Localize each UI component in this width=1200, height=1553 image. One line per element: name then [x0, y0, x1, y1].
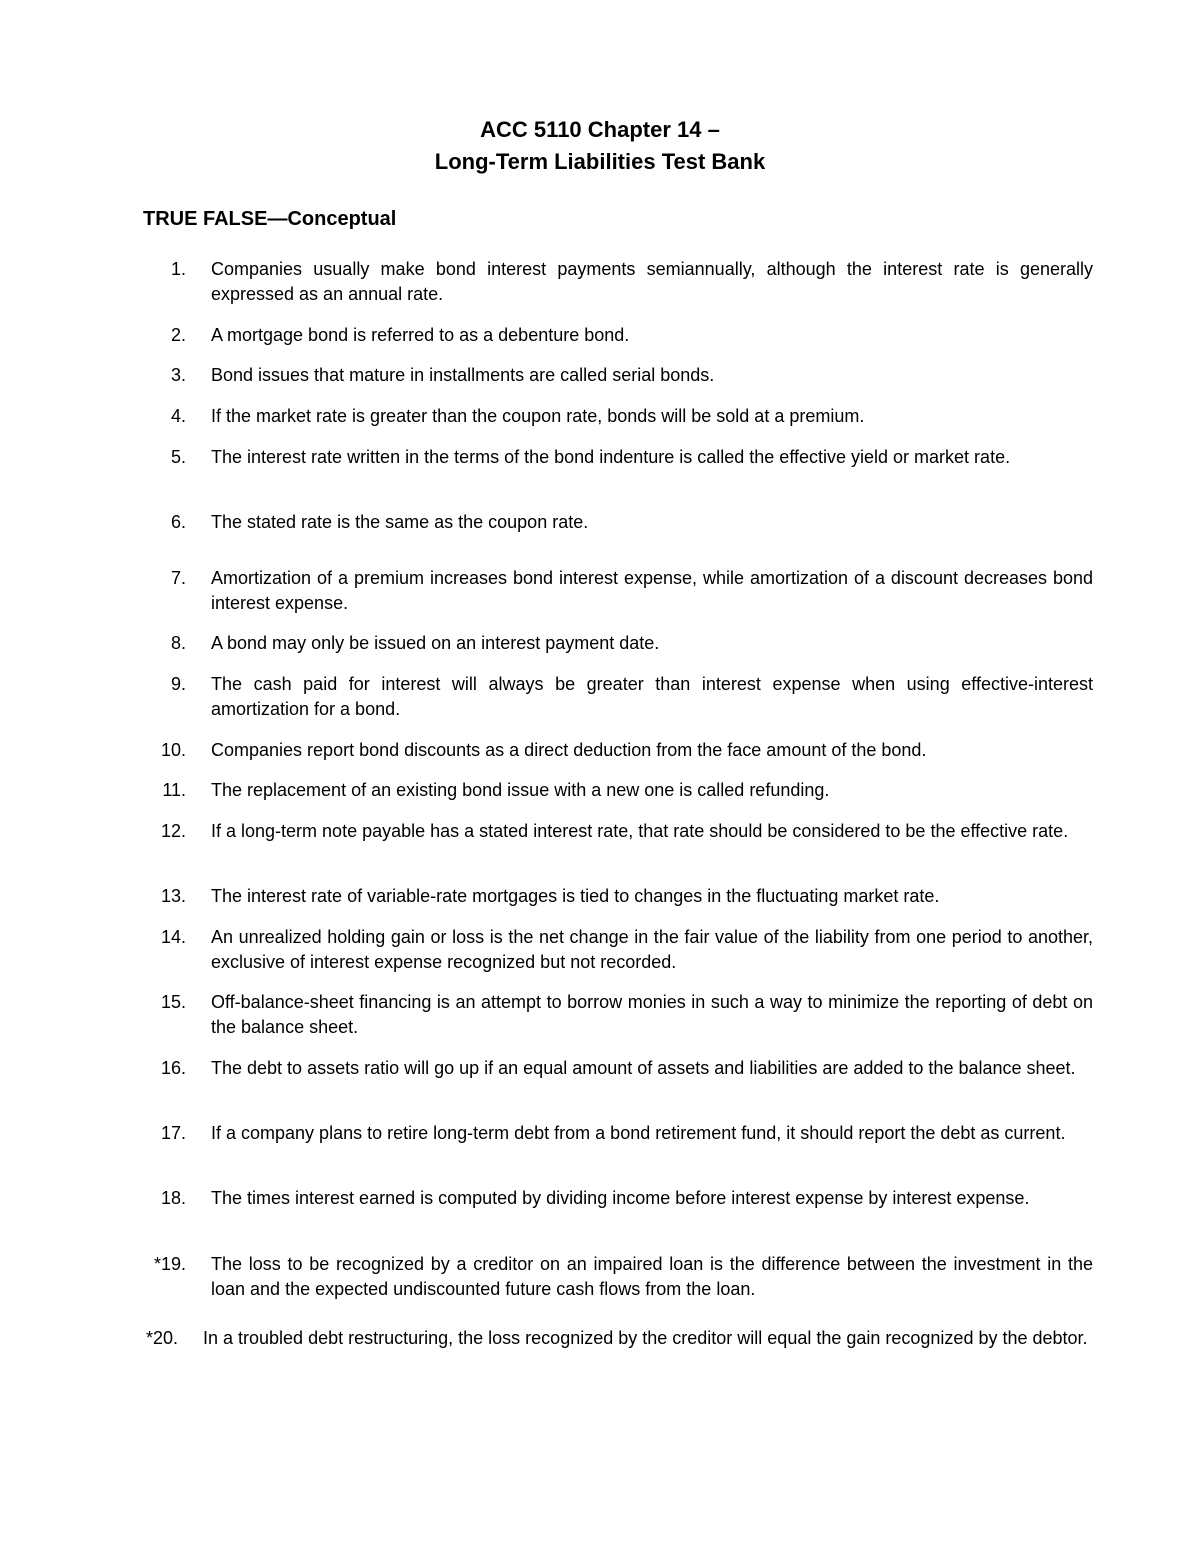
question-number: 1. — [170, 259, 186, 279]
question-number: 10. — [160, 740, 186, 760]
question-number: 9. — [170, 674, 186, 694]
question-text: The times interest earned is computed by dividing income before interest expense by interest expense. — [211, 1188, 1030, 1208]
question-text: If a long-term note payable has a stated interest rate, that rate should be considered to be the effective rate. — [211, 821, 1069, 841]
question-number: 5. — [170, 447, 186, 467]
document-title-line1: ACC 5110 Chapter 14 – — [480, 117, 720, 142]
question-text: If the market rate is greater than the coupon rate, bonds will be sold at a premium. — [211, 406, 865, 426]
question-number: 18. — [160, 1188, 186, 1208]
question-number: 6. — [170, 512, 186, 532]
question-number: 17. — [160, 1123, 186, 1143]
question-number: 8. — [170, 633, 186, 653]
question-text: Bond issues that mature in installments are called serial bonds. — [211, 365, 715, 385]
question-number: 16. — [160, 1058, 186, 1078]
question-number: 4. — [170, 406, 186, 426]
question-number: 2. — [170, 325, 186, 345]
question-text: The replacement of an existing bond issue with a new one is called refunding. — [211, 780, 830, 800]
question-number: 13. — [160, 886, 186, 906]
question-text: The interest rate of variable-rate mortgages is tied to changes in the fluctuating market rate. — [211, 886, 940, 906]
question-text: The stated rate is the same as the coupon rate. — [211, 512, 589, 532]
question-number: 11. — [162, 780, 186, 800]
question-text: The debt to assets ratio will go up if an equal amount of assets and liabilities are added to the balance sheet. — [211, 1058, 1076, 1078]
question-number: *20. — [146, 1328, 179, 1348]
section-heading: TRUE FALSE—Conceptual — [143, 208, 397, 230]
question-text: The interest rate written in the terms of the bond indenture is called the effective yield or market rate. — [211, 447, 1011, 467]
question-text: In a troubled debt restructuring, the loss recognized by the creditor will equal the gain recognized by the debtor. — [203, 1328, 1088, 1348]
question-number: 12. — [160, 821, 186, 841]
question-text: Companies report bond discounts as a direct deduction from the face amount of the bond. — [211, 740, 927, 760]
question-text: A mortgage bond is referred to as a debenture bond. — [211, 325, 630, 345]
question-text: Off-balance-sheet financing is an attempt to borrow monies in such a way to minimize the reporting of debt on the balance sheet. — [211, 992, 1093, 1037]
question-text: Companies usually make bond interest payments semiannually, although the interest rate is generally expressed as an annual rate. — [211, 259, 1093, 304]
question-text: The loss to be recognized by a creditor on an impaired loan is the difference between the investment in the loan and the expected undiscounted future cash flows from the loan. — [211, 1254, 1093, 1299]
question-number: 7. — [170, 568, 186, 588]
question-text: Amortization of a premium increases bond interest expense, while amortization of a discount decreases bond interest expense. — [211, 568, 1093, 613]
question-number: 15. — [160, 992, 186, 1012]
question-text: If a company plans to retire long-term debt from a bond retirement fund, it should report the debt as current. — [211, 1123, 1066, 1143]
document-title-line2: Long-Term Liabilities Test Bank — [434, 149, 766, 174]
question-number: *19. — [153, 1254, 186, 1274]
question-text: An unrealized holding gain or loss is the net change in the fair value of the liability from one period to another, exclusive of interest expense recognized but not recorded. — [211, 927, 1093, 972]
question-text: The cash paid for interest will always be greater than interest expense when using effective-interest amortization for a bond. — [211, 674, 1093, 719]
question-text: A bond may only be issued on an interest payment date. — [211, 633, 660, 653]
question-number: 3. — [170, 365, 186, 385]
question-number: 14. — [160, 927, 186, 947]
